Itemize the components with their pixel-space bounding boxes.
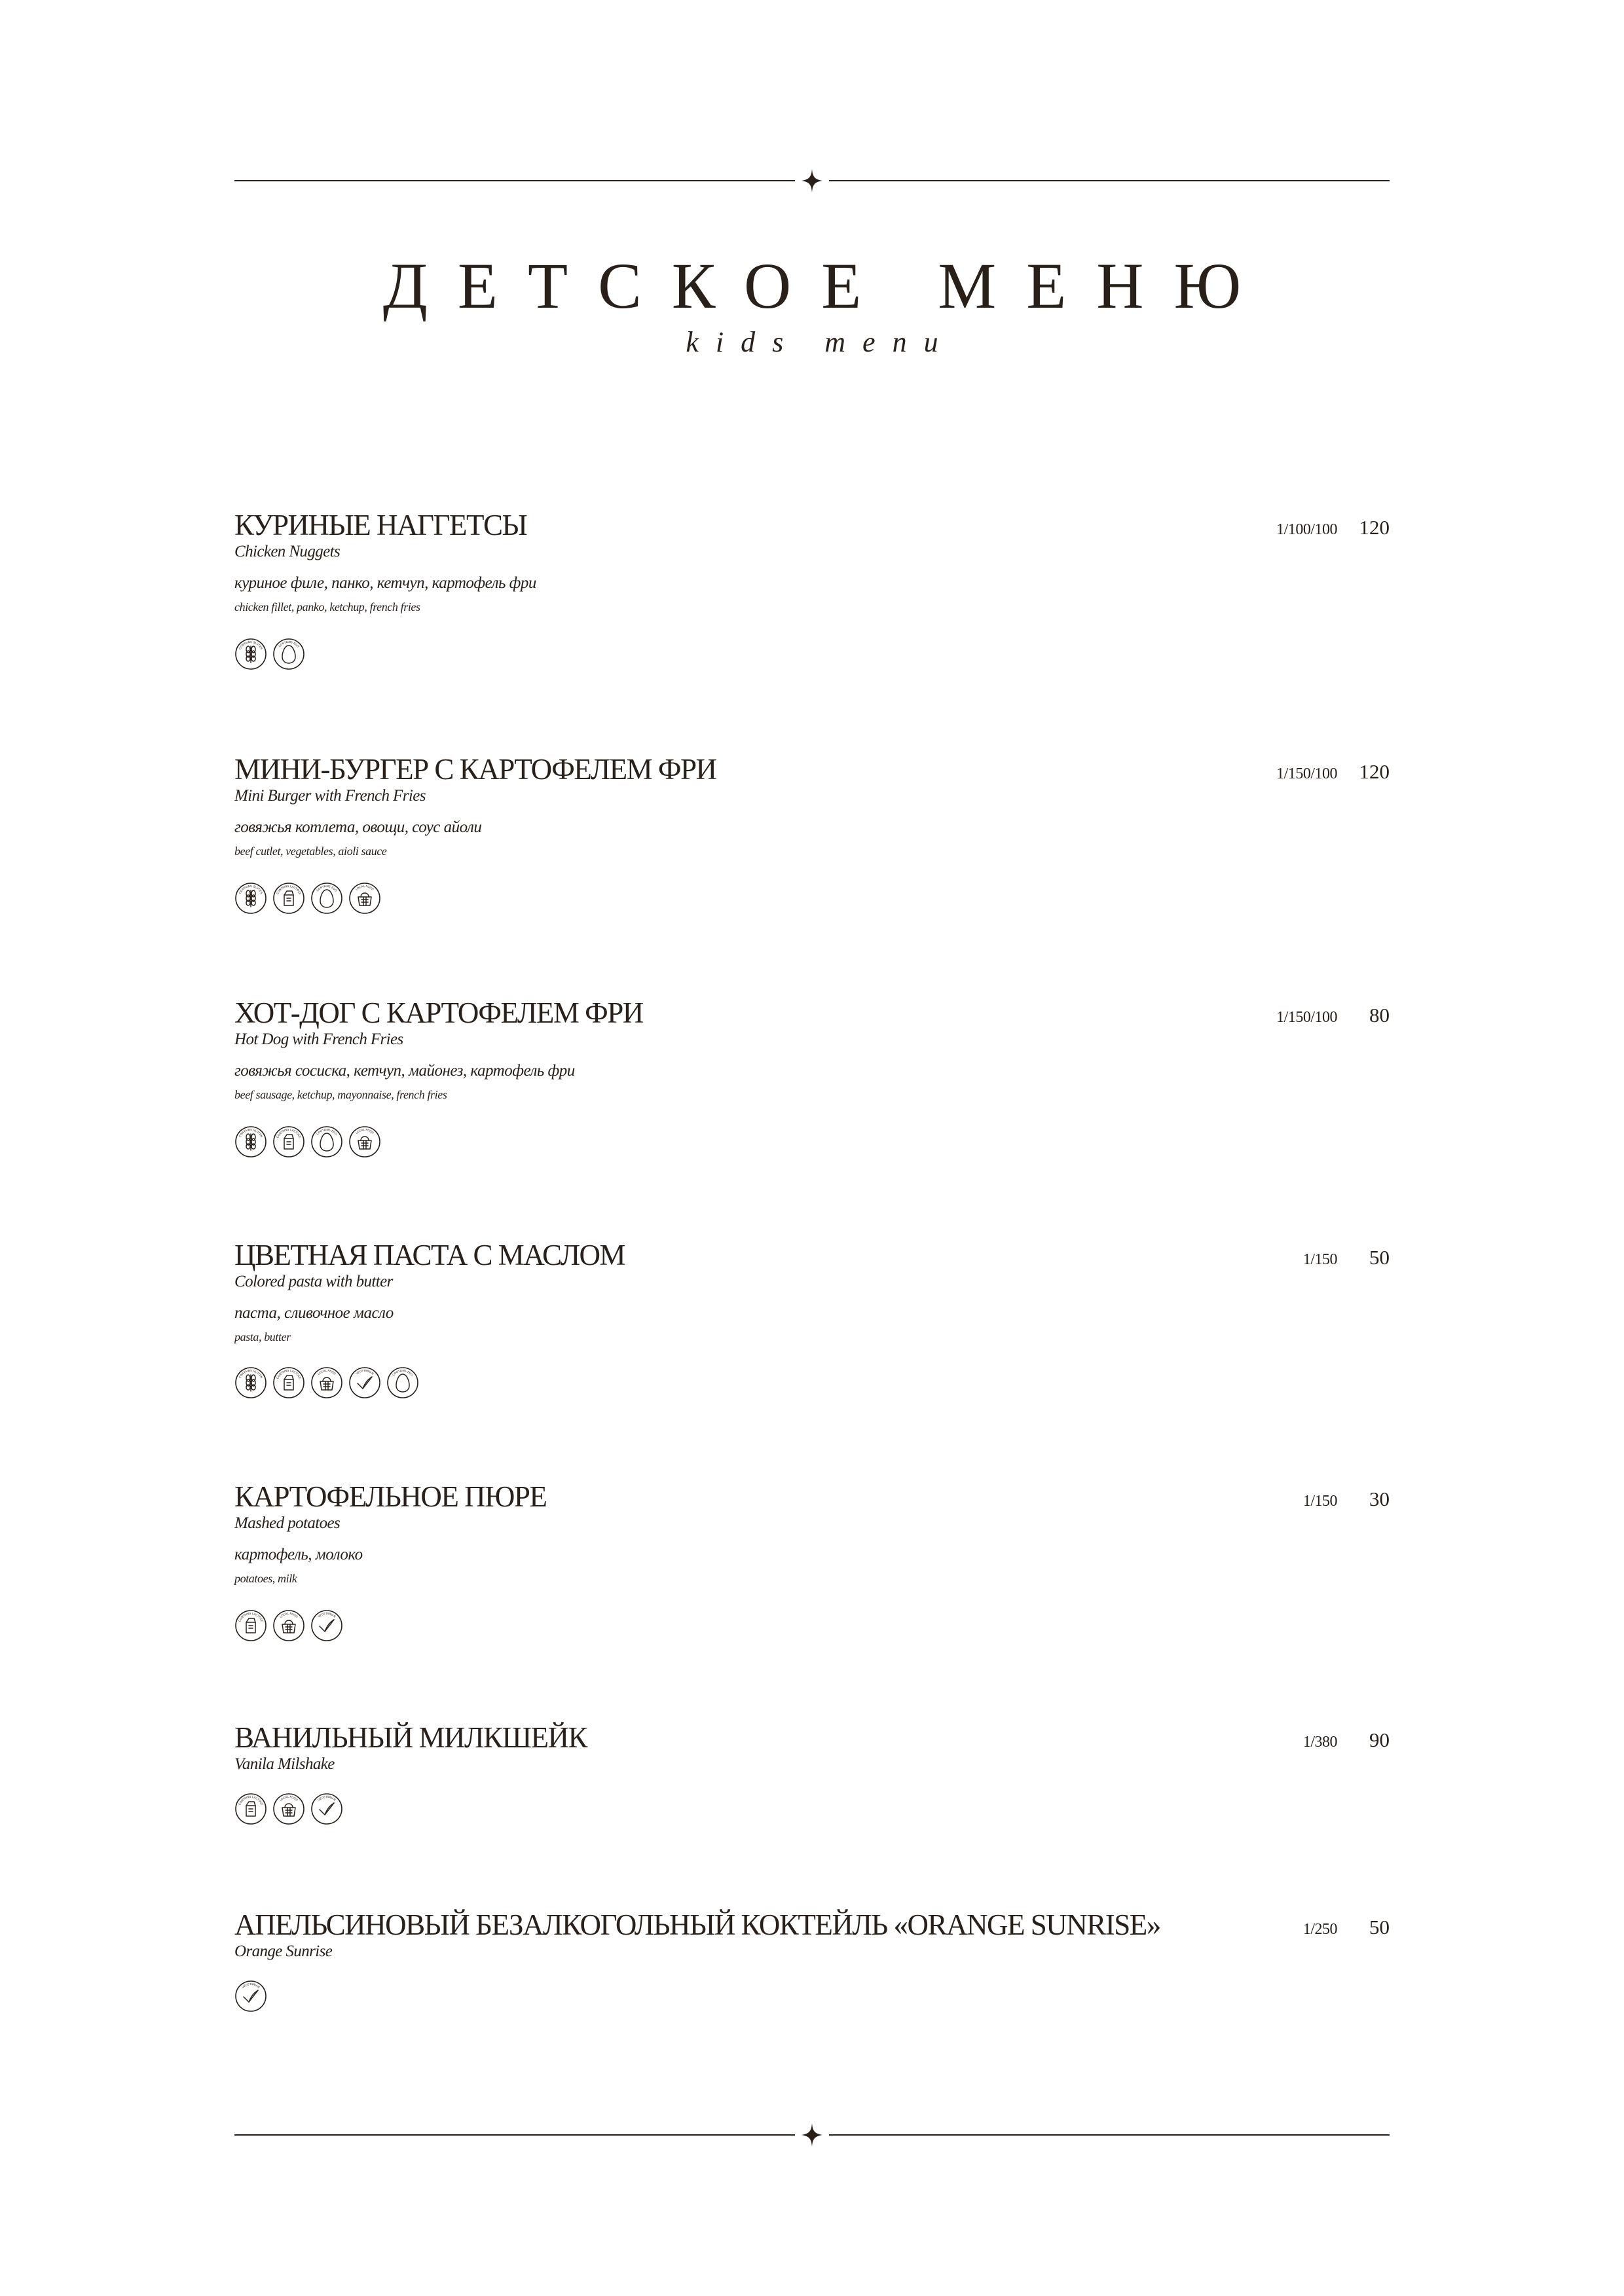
star-ornament-icon: [802, 2123, 822, 2147]
svg-text:LOCAL FOOD: LOCAL FOOD: [355, 1127, 375, 1135]
menu-item: [234, 508, 1390, 678]
milk-carton-icon: [272, 1366, 305, 1399]
item-name-en: Orange Sunrise: [234, 1942, 333, 1960]
leaf-icon: [310, 1793, 343, 1825]
svg-text:CONTAINS LACTOSE: CONTAINS LACTOSE: [276, 884, 302, 896]
item-ingredients-ru: картофель, молоко: [234, 1546, 363, 1563]
item-name: КАРТОФЕЛЬНОЕ ПЮРЕ: [234, 1480, 547, 1513]
item-name: ЦВЕТНАЯ ПАСТА С МАСЛОМ: [234, 1239, 625, 1271]
basket-icon: [348, 1125, 381, 1158]
leaf-icon: [310, 1609, 343, 1642]
allergen-badges: [234, 1980, 267, 2013]
wheat-icon: [234, 638, 267, 670]
menu-item: [234, 996, 1390, 1166]
item-weight: 1/100/100: [1276, 521, 1337, 538]
svg-text:LOCAL FOOD: LOCAL FOOD: [279, 1611, 299, 1618]
egg-icon: [386, 1366, 419, 1399]
page-subtitle: kids menu: [686, 326, 955, 358]
basket-icon: [272, 1609, 305, 1642]
basket-icon: [348, 882, 381, 915]
item-name-en: Mashed potatoes: [234, 1514, 341, 1532]
item-price: 50: [1369, 1916, 1390, 1939]
item-price: 30: [1369, 1487, 1390, 1510]
item-ingredients-en: potatoes, milk: [234, 1572, 297, 1585]
item-weight: 1/150/100: [1276, 1009, 1337, 1026]
leaf-icon: [234, 1980, 267, 2013]
svg-text:VEGETARIAN: VEGETARIAN: [317, 1611, 337, 1618]
basket-icon: [310, 1366, 343, 1399]
menu-item: [234, 752, 1390, 922]
svg-text:CONTAINS LACTOSE: CONTAINS LACTOSE: [238, 1795, 264, 1806]
item-price: 50: [1369, 1246, 1390, 1269]
allergen-badges: [234, 1609, 343, 1642]
top-divider: [234, 173, 1390, 189]
svg-text:VEGETARIAN: VEGETARIAN: [241, 1982, 261, 1989]
item-name: АПЕЛЬСИНОВЫЙ БЕЗАЛКОГОЛЬНЫЙ КОКТЕЙЛЬ «ORANGE SUNRISE»: [234, 1908, 1160, 1941]
star-ornament-icon: [802, 169, 822, 192]
milk-carton-icon: [234, 1793, 267, 1825]
svg-text:CONTAINS EGG: CONTAINS EGG: [392, 1368, 414, 1377]
svg-text:CONTAINS LACTOSE: CONTAINS LACTOSE: [276, 1368, 302, 1380]
item-price: 80: [1369, 1004, 1390, 1027]
egg-icon: [310, 882, 343, 915]
wheat-icon: [234, 1366, 267, 1399]
item-name-en: Vanila Milshake: [234, 1755, 335, 1773]
svg-text:LOCAL FOOD: LOCAL FOOD: [279, 1795, 299, 1802]
item-name-en: Colored pasta with butter: [234, 1273, 393, 1290]
allergen-badges: [234, 1793, 343, 1825]
milk-carton-icon: [234, 1609, 267, 1642]
svg-text:CONTAINS EGG: CONTAINS EGG: [316, 1127, 338, 1136]
milk-carton-icon: [272, 1125, 305, 1158]
allergen-badges: [234, 882, 381, 915]
svg-text:CONTAINS LACTOSE: CONTAINS LACTOSE: [276, 1127, 302, 1139]
basket-icon: [272, 1793, 305, 1825]
egg-icon: [310, 1125, 343, 1158]
item-price: 120: [1359, 760, 1390, 783]
svg-text:CONTAINS GLUTEN: CONTAINS GLUTEN: [238, 1368, 264, 1379]
svg-text:LOCAL FOOD: LOCAL FOOD: [355, 884, 375, 891]
item-name-en: Chicken Nuggets: [234, 543, 341, 560]
bottom-divider: [234, 2127, 1390, 2143]
egg-icon: [272, 638, 305, 670]
item-price: 90: [1369, 1728, 1390, 1751]
item-name: ВАНИЛЬНЫЙ МИЛКШЕЙК: [234, 1721, 587, 1754]
svg-text:VEGETARIAN: VEGETARIAN: [355, 1368, 375, 1376]
item-ingredients-en: pasta, butter: [234, 1330, 291, 1343]
menu-item: [234, 1238, 1390, 1408]
wheat-icon: [234, 882, 267, 915]
item-name: КУРИНЫЕ НАГГЕТСЫ: [234, 509, 527, 541]
item-ingredients-ru: говяжья сосиска, кетчуп, майонез, картофель фри: [234, 1062, 575, 1080]
svg-text:CONTAINS GLUTEN: CONTAINS GLUTEN: [238, 1127, 264, 1138]
item-weight: 1/250: [1302, 1921, 1337, 1938]
svg-text:CONTAINS GLUTEN: CONTAINS GLUTEN: [238, 884, 264, 894]
milk-carton-icon: [272, 882, 305, 915]
svg-text:CONTAINS EGG: CONTAINS EGG: [316, 884, 338, 892]
item-name-en: Hot Dog with French Fries: [234, 1030, 403, 1048]
item-ingredients-ru: куриное филе, панко, кетчуп, картофель фри: [234, 574, 536, 592]
item-weight: 1/380: [1302, 1734, 1337, 1751]
menu-item: [234, 1908, 1390, 2078]
svg-text:CONTAINS GLUTEN: CONTAINS GLUTEN: [238, 640, 264, 650]
menu-item: [234, 1721, 1390, 1891]
svg-text:CONTAINS LACTOSE: CONTAINS LACTOSE: [238, 1611, 264, 1623]
item-ingredients-en: beef sausage, ketchup, mayonnaise, french fries: [234, 1088, 447, 1101]
allergen-badges: [234, 1125, 381, 1158]
svg-text:CONTAINS EGG: CONTAINS EGG: [278, 640, 300, 648]
item-ingredients-en: chicken fillet, panko, ketchup, french fries: [234, 600, 420, 613]
allergen-badges: [234, 638, 305, 670]
svg-text:LOCAL FOOD: LOCAL FOOD: [317, 1368, 337, 1376]
wheat-icon: [234, 1125, 267, 1158]
item-ingredients-ru: паста, сливочное масло: [234, 1304, 394, 1322]
item-weight: 1/150/100: [1276, 765, 1337, 782]
item-ingredients-en: beef cutlet, vegetables, aioli sauce: [234, 845, 387, 858]
item-ingredients-ru: говяжья котлета, овощи, соус айоли: [234, 818, 482, 836]
item-price: 120: [1359, 516, 1390, 539]
page-title: ДЕТСКОЕ МЕНЮ: [382, 249, 1272, 322]
item-name-en: Mini Burger with French Fries: [234, 787, 426, 805]
allergen-badges: [234, 1366, 419, 1399]
svg-text:VEGETARIAN: VEGETARIAN: [317, 1795, 337, 1802]
menu-item: [234, 1480, 1390, 1650]
item-weight: 1/150: [1302, 1251, 1337, 1268]
leaf-icon: [348, 1366, 381, 1399]
item-name: ХОТ-ДОГ С КАРТОФЕЛЕМ ФРИ: [234, 996, 643, 1029]
item-name: МИНИ-БУРГЕР С КАРТОФЕЛЕМ ФРИ: [234, 753, 716, 786]
item-weight: 1/150: [1302, 1493, 1337, 1510]
